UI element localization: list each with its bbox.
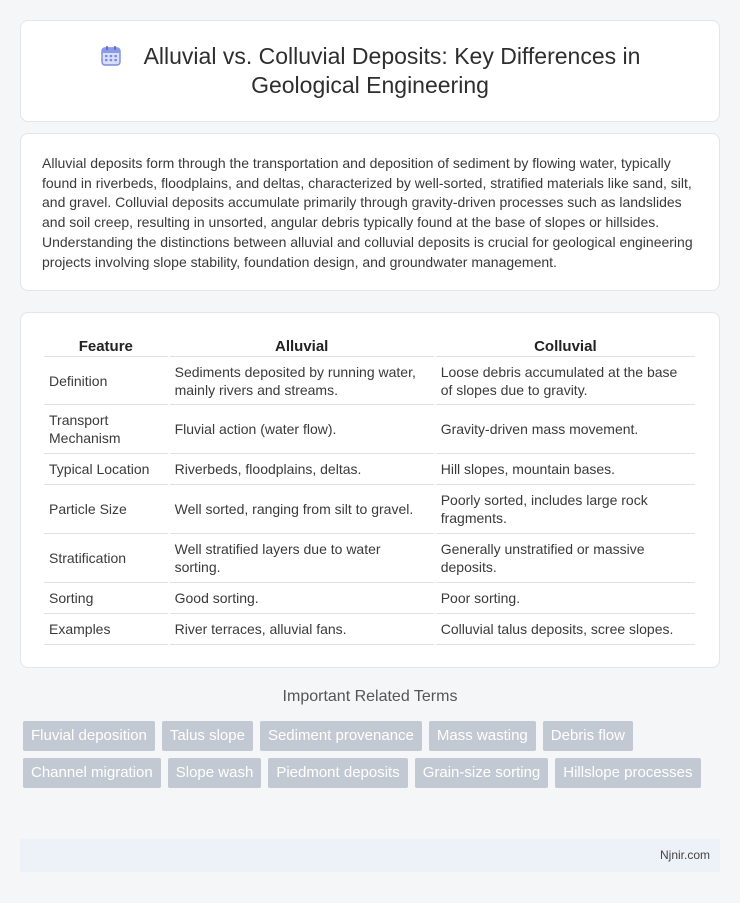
cell-colluvial: Gravity-driven mass movement. <box>436 405 695 454</box>
term-tag[interactable]: Grain-size sorting <box>415 758 549 788</box>
cell-colluvial: Generally unstratified or massive deposits. <box>436 534 695 583</box>
header-feature: Feature <box>44 333 168 357</box>
cell-alluvial: Sediments deposited by running water, mainly rivers and streams. <box>170 357 434 405</box>
table-row <box>44 583 695 614</box>
cell-colluvial: Poorly sorted, includes large rock fragments. <box>436 485 695 534</box>
term-tag[interactable]: Mass wasting <box>429 721 536 751</box>
term-tag[interactable]: Sediment provenance <box>260 721 422 751</box>
footer-site-link[interactable]: Njnir.com <box>659 848 710 862</box>
term-tag[interactable]: Fluvial deposition <box>23 721 155 751</box>
cell-colluvial: Loose debris accumulated at the base of slopes due to gravity. <box>436 357 695 405</box>
cell-alluvial: Well sorted, ranging from silt to gravel. <box>170 485 434 534</box>
cell-feature: Examples <box>44 614 168 645</box>
page-title: Alluvial vs. Colluvial Deposits: Key Differences in Geological Engineering <box>143 43 641 98</box>
cell-alluvial: River terraces, alluvial fans. <box>170 614 434 645</box>
intro-card <box>20 133 720 291</box>
cell-colluvial: Poor sorting. <box>436 583 695 614</box>
cell-alluvial: Good sorting. <box>170 583 434 614</box>
page-title-wrapper <box>70 42 670 100</box>
cell-feature: Typical Location <box>44 454 168 485</box>
cell-colluvial: Hill slopes, mountain bases. <box>436 454 695 485</box>
cell-alluvial: Riverbeds, floodplains, deltas. <box>170 454 434 485</box>
table-row <box>44 405 695 454</box>
title-card <box>20 20 720 122</box>
term-tag[interactable]: Piedmont deposits <box>268 758 407 788</box>
calendar-icon <box>100 45 122 67</box>
intro-paragraph: Alluvial deposits form through the transportation and deposition of sediment by flowing water, typically found in riverbeds, floodplains, and deltas, characterized by well-sorted, stratified materials like sand, silt, and gravel. Colluvial deposits accumulate primarily through gravity-driven processes such as landslides and soil creep, resulting in unsorted, angular debris typically found at the base of slopes or hillsides. Understanding the distinctions between alluvial and colluvial deposits is crucial for geological engineering projects involving slope stability, foundation design, and groundwater management. <box>42 155 693 270</box>
cell-feature: Definition <box>44 357 168 405</box>
related-terms-list <box>23 721 723 788</box>
cell-feature: Particle Size <box>44 485 168 534</box>
term-tag[interactable]: Channel migration <box>23 758 161 788</box>
comparison-table <box>42 333 697 645</box>
table-header-row <box>44 333 695 357</box>
table-row <box>44 534 695 583</box>
cell-feature: Stratification <box>44 534 168 583</box>
cell-feature: Sorting <box>44 583 168 614</box>
header-alluvial: Alluvial <box>170 333 434 357</box>
cell-alluvial: Well stratified layers due to water sorting. <box>170 534 434 583</box>
table-row <box>44 485 695 534</box>
related-terms-heading: Important Related Terms <box>282 688 458 705</box>
term-tag[interactable]: Slope wash <box>168 758 262 788</box>
table-row <box>44 614 695 645</box>
term-tag[interactable]: Debris flow <box>543 721 633 751</box>
header-colluvial: Colluvial <box>436 333 695 357</box>
footer <box>20 839 720 872</box>
cell-feature: Transport Mechanism <box>44 405 168 454</box>
cell-alluvial: Fluvial action (water flow). <box>170 405 434 454</box>
term-tag[interactable]: Talus slope <box>162 721 253 751</box>
table-row <box>44 357 695 405</box>
table-row <box>44 454 695 485</box>
comparison-card <box>20 312 720 668</box>
term-tag[interactable]: Hillslope processes <box>555 758 700 788</box>
cell-colluvial: Colluvial talus deposits, scree slopes. <box>436 614 695 645</box>
